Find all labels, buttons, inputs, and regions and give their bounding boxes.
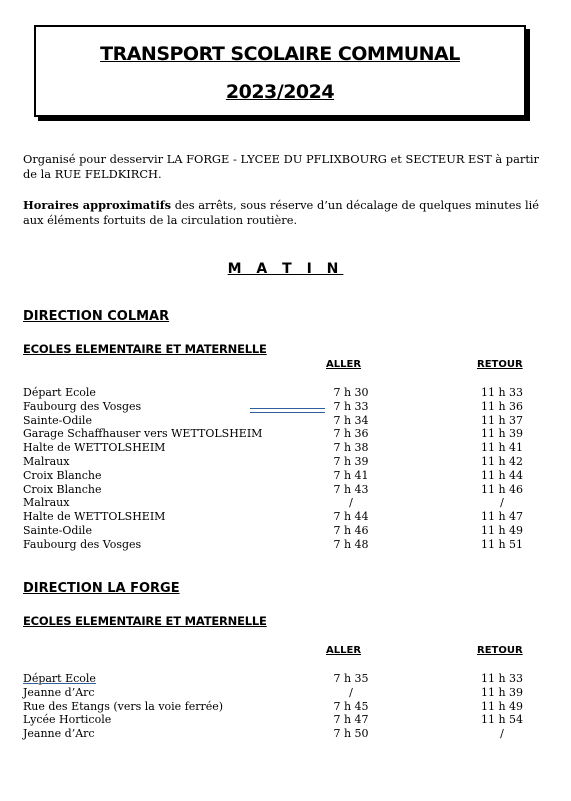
direction-colmar-heading: DIRECTION COLMAR: [23, 309, 170, 324]
stop-name: Départ Ecole: [23, 386, 96, 399]
table-row: [23, 427, 543, 441]
table-row: [23, 496, 543, 510]
retour-time: 11 h 33: [480, 672, 524, 685]
disclaimer-paragraph: [23, 198, 539, 228]
stop-name: Croix Blanche: [23, 482, 102, 496]
table-row: [23, 524, 543, 538]
document-title: TRANSPORT SCOLAIRE COMMUNAL: [100, 43, 460, 65]
aller-time: 7 h 38: [333, 441, 369, 455]
table-row: [23, 727, 543, 741]
retour-time: /: [500, 727, 504, 741]
table-row: [23, 510, 543, 524]
colmar-aller-header: ALLER: [326, 359, 362, 370]
intro-paragraph: [23, 152, 539, 182]
aller-time: 7 h 36: [333, 427, 369, 441]
stop-name: Sainte-Odile: [23, 523, 92, 537]
forge-schedule-table: [23, 672, 543, 741]
stop-name: Malraux: [23, 454, 70, 468]
retour-time: 11 h 46: [480, 482, 524, 496]
stop-name: Lycée Horticole: [23, 713, 112, 727]
stop-name: Jeanne d’Arc: [23, 727, 95, 741]
colmar-subtitle: ECOLES ELEMENTAIRE ET MATERNELLE: [23, 342, 267, 356]
forge-retour-header: RETOUR: [477, 645, 523, 656]
stop-name: Garage Schaffhauser vers WETTOLSHEIM: [23, 427, 263, 441]
table-row: [23, 414, 543, 428]
aller-time: 7 h 33: [333, 399, 369, 413]
stop-name: Faubourg des Vosges: [23, 399, 142, 413]
section-heading: M A T I N: [227, 261, 344, 277]
aller-time: 7 h 48: [333, 537, 369, 551]
retour-time: 11 h 51: [480, 537, 524, 551]
table-row: [23, 686, 543, 700]
aller-time: 7 h 39: [333, 454, 369, 468]
forge-aller-header: ALLER: [326, 645, 362, 656]
table-row: [23, 386, 543, 400]
aller-time: 7 h 43: [333, 482, 369, 496]
table-row: [23, 672, 543, 686]
stop-name: Halte de WETTOLSHEIM: [23, 441, 166, 455]
aller-time: 7 h 50: [333, 727, 369, 741]
retour-time: 11 h 54: [480, 713, 524, 727]
aller-time: 7 h 46: [333, 523, 369, 537]
aller-time: /: [349, 685, 353, 699]
retour-time: 11 h 33: [480, 386, 524, 399]
aller-time: 7 h 41: [333, 468, 369, 482]
aller-time: 7 h 44: [333, 510, 369, 524]
school-year: 2023/2024: [225, 81, 335, 103]
retour-time: /: [500, 496, 504, 510]
table-row: [23, 469, 543, 483]
title-box: [34, 25, 526, 117]
retour-time: 11 h 49: [480, 699, 524, 713]
forge-subtitle: ECOLES ELEMENTAIRE ET MATERNELLE: [23, 614, 267, 628]
aller-time: 7 h 30: [333, 386, 369, 399]
stop-name: Sainte-Odile: [23, 413, 92, 427]
retour-time: 11 h 49: [480, 523, 524, 537]
table-row: [23, 713, 543, 727]
table-row: [23, 700, 543, 714]
retour-time: 11 h 39: [480, 427, 524, 441]
retour-time: 11 h 37: [480, 413, 524, 427]
intro-text: Organisé pour desservir LA FORGE - LYCEE DU PFLIXBOURG et SECTEUR EST à partir de la RUE FELDKIRCH.: [23, 152, 539, 181]
colmar-retour-header: RETOUR: [477, 359, 523, 370]
aller-time: 7 h 35: [333, 672, 369, 685]
retour-time: 11 h 47: [480, 510, 524, 524]
aller-time: 7 h 45: [333, 699, 369, 713]
stop-name: Croix Blanche: [23, 468, 102, 482]
retour-time: 11 h 39: [480, 685, 524, 699]
stop-name: Halte de WETTOLSHEIM: [23, 510, 166, 524]
colmar-schedule-table: [23, 386, 543, 552]
disclaimer-text: des arrêts, sous réserve d’un décalage de quelques minutes lié aux éléments fortuits de la circulation routière.: [23, 198, 539, 227]
aller-time: 7 h 47: [333, 713, 369, 727]
table-row: [23, 400, 543, 414]
retour-time: 11 h 44: [480, 468, 524, 482]
table-row: [23, 441, 543, 455]
stop-name: Malraux: [23, 496, 70, 510]
table-row: [23, 455, 543, 469]
stop-name: Départ Ecole: [23, 672, 96, 685]
stop-name: Faubourg des Vosges: [23, 537, 142, 551]
direction-forge-heading: DIRECTION LA FORGE: [23, 581, 180, 596]
retour-time: 11 h 41: [480, 441, 524, 455]
aller-time: /: [349, 496, 353, 510]
retour-time: 11 h 42: [480, 454, 524, 468]
stop-name: Jeanne d’Arc: [23, 685, 95, 699]
retour-time: 11 h 36: [480, 399, 524, 413]
table-row: [23, 538, 543, 552]
aller-time: 7 h 34: [333, 413, 369, 427]
stop-name: Rue des Etangs (vers la voie ferrée): [23, 699, 224, 713]
disclaimer-bold: Horaires approximatifs: [23, 198, 172, 212]
table-row: [23, 483, 543, 497]
